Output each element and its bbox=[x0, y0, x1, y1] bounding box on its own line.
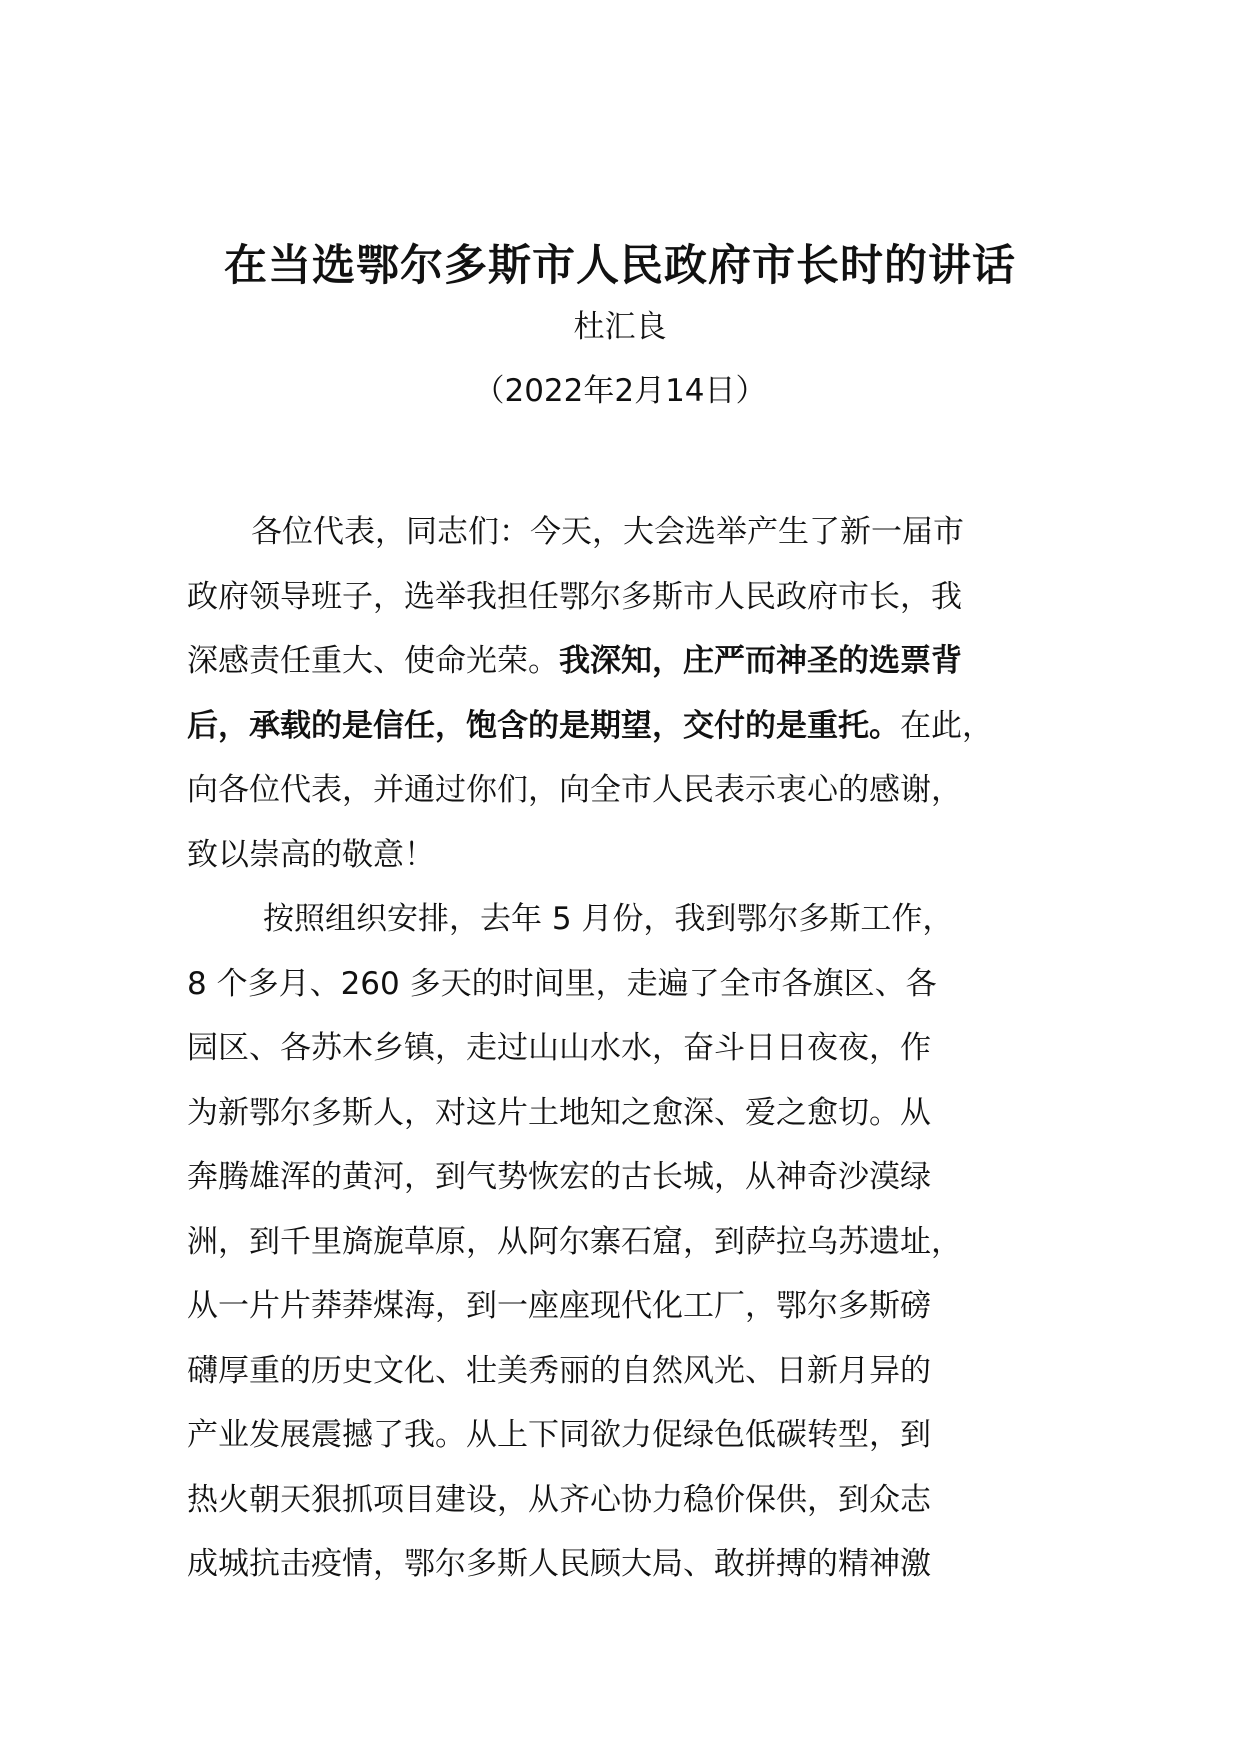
paragraph-line: 为新鄂尔多斯人，对这片土地知之愈深、爱之愈切。从 bbox=[187, 1094, 931, 1131]
speech-date: （2022年2月14日） bbox=[473, 373, 767, 409]
paragraph-2 bbox=[187, 887, 1087, 1597]
paragraph-line: 致以崇高的敬意！ bbox=[187, 836, 435, 873]
paragraph-line bbox=[187, 629, 1087, 694]
normal-text: 在此， bbox=[900, 707, 993, 744]
paragraph-line: 政府领导班子，选举我担任鄂尔多斯市人民政府市长，我 bbox=[187, 578, 962, 615]
author-name: 杜汇良 bbox=[573, 309, 667, 345]
paragraph-line: 产业发展震撼了我。从上下同欲力促绿色低碳转型，到 bbox=[187, 1417, 931, 1453]
paragraph-line: 从一片片莽莽煤海，到一座座现代化工厂，鄂尔多斯磅 bbox=[187, 1288, 931, 1324]
paragraph-line: 园区、各苏木乡镇，走过山山水水，奋斗日日夜夜，作 bbox=[187, 1030, 931, 1066]
paragraph-line: 奔腾雄浑的黄河，到气势恢宏的古长城，从神奇沙漠绿 bbox=[187, 1159, 931, 1195]
paragraph-line: 成城抗击疫情，鄂尔多斯人民顾大局、敢拼搏的精神激 bbox=[187, 1546, 931, 1582]
speech-body bbox=[187, 500, 1087, 1597]
document-title: 在当选鄂尔多斯市人民政府市长时的讲话 bbox=[224, 241, 1016, 291]
paragraph-line: 洲，到千里旖旎草原，从阿尔寨石窟，到萨拉乌苏遗址， bbox=[187, 1223, 962, 1260]
paragraph-line: 礴厚重的历史文化、壮美秀丽的自然风光、日新月异的 bbox=[187, 1352, 931, 1389]
paragraph-line bbox=[187, 694, 1087, 759]
paragraph-1 bbox=[187, 500, 1087, 887]
emphasis-text: 我深知，庄严而神圣的选票背 bbox=[559, 643, 962, 679]
paragraph-line: 各位代表，同志们：今天，大会选举产生了新一届市 bbox=[251, 514, 964, 550]
paragraph-line: 热火朝天狠抓项目建设，从齐心协力稳价保供，到众志 bbox=[187, 1481, 931, 1518]
paragraph-line: 按照组织安排，去年 5 月份，我到鄂尔多斯工作， bbox=[263, 901, 954, 937]
normal-text: 深感责任重大、使命光荣。 bbox=[187, 643, 559, 679]
emphasis-text: 后，承载的是信任，饱含的是期望，交付的是重托。 bbox=[187, 707, 900, 744]
paragraph-line: 8 个多月、260 多天的时间里，走遍了全市各旗区、各 bbox=[187, 965, 937, 1002]
paragraph-line: 向各位代表，并通过你们，向全市人民表示衷心的感谢， bbox=[187, 772, 962, 808]
